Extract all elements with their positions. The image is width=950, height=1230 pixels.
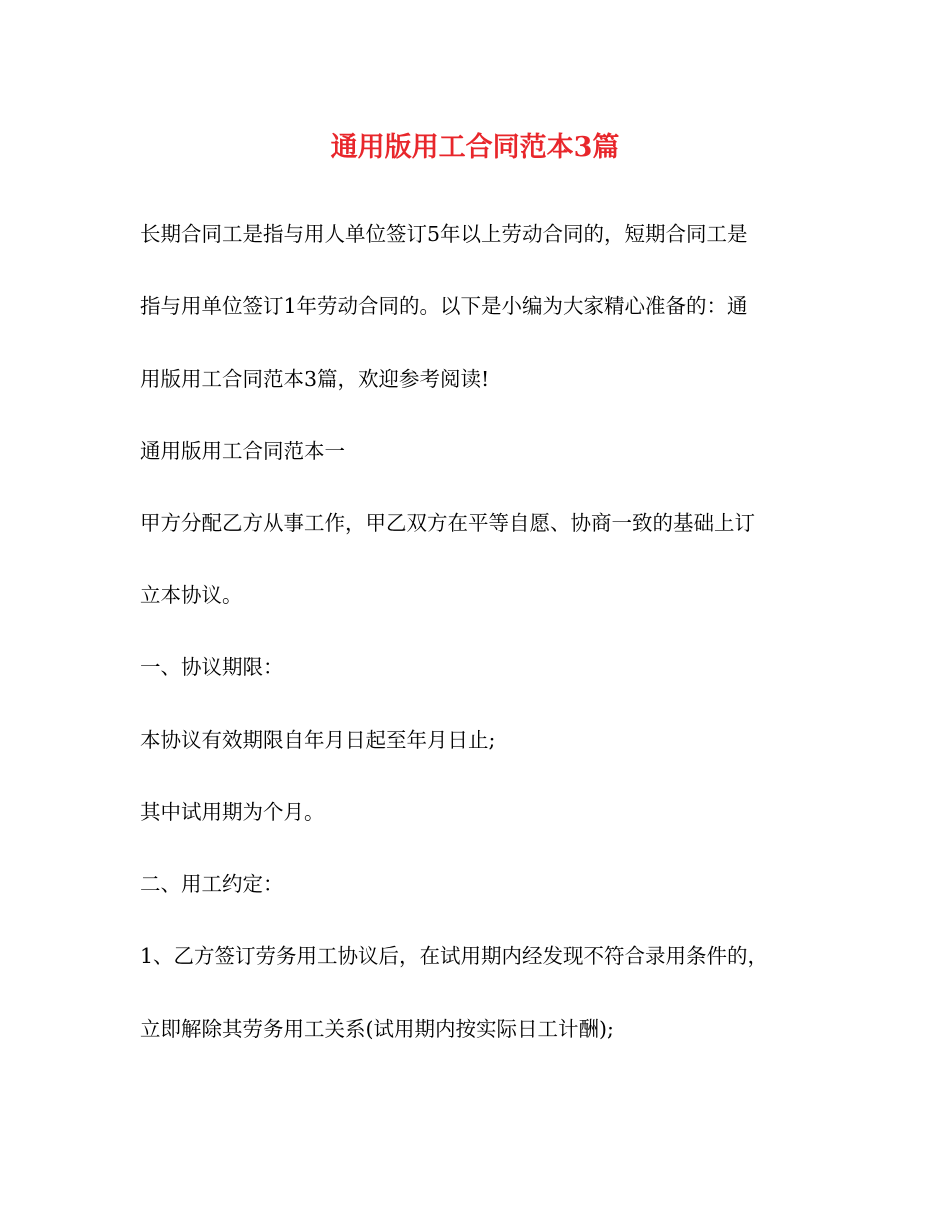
section-heading: 通用版用工合同范本一 [140, 439, 345, 463]
body-line-9: 其中试用期为个月。 [140, 800, 325, 824]
body-line-5: 甲方分配乙方从事工作，甲乙双方在平等自愿、协商一致的基础上订 [140, 511, 755, 535]
document-title: 通用版用工合同范本3篇 [330, 132, 620, 163]
body-line-8: 本协议有效期限自年月日起至年月日止; [140, 728, 496, 752]
body-line-11: 1、乙方签订劳务用工协议后，在试用期内经发现不符合录用条件的， [140, 944, 769, 968]
body-line-3: 用版用工合同范本3篇，欢迎参考阅读! [140, 367, 490, 391]
clause-heading-2: 二、用工约定： [140, 872, 284, 896]
clause-heading-1: 一、协议期限： [140, 655, 284, 679]
body-line-12: 立即解除其劳务用工关系(试用期内按实际日工计酬); [140, 1017, 614, 1041]
body-line-2: 指与用单位签订1年劳动合同的。以下是小编为大家精心准备的：通 [140, 294, 748, 318]
body-line-1: 长期合同工是指与用人单位签订5年以上劳动合同的，短期合同工是 [140, 222, 748, 246]
body-line-6: 立本协议。 [140, 583, 243, 607]
